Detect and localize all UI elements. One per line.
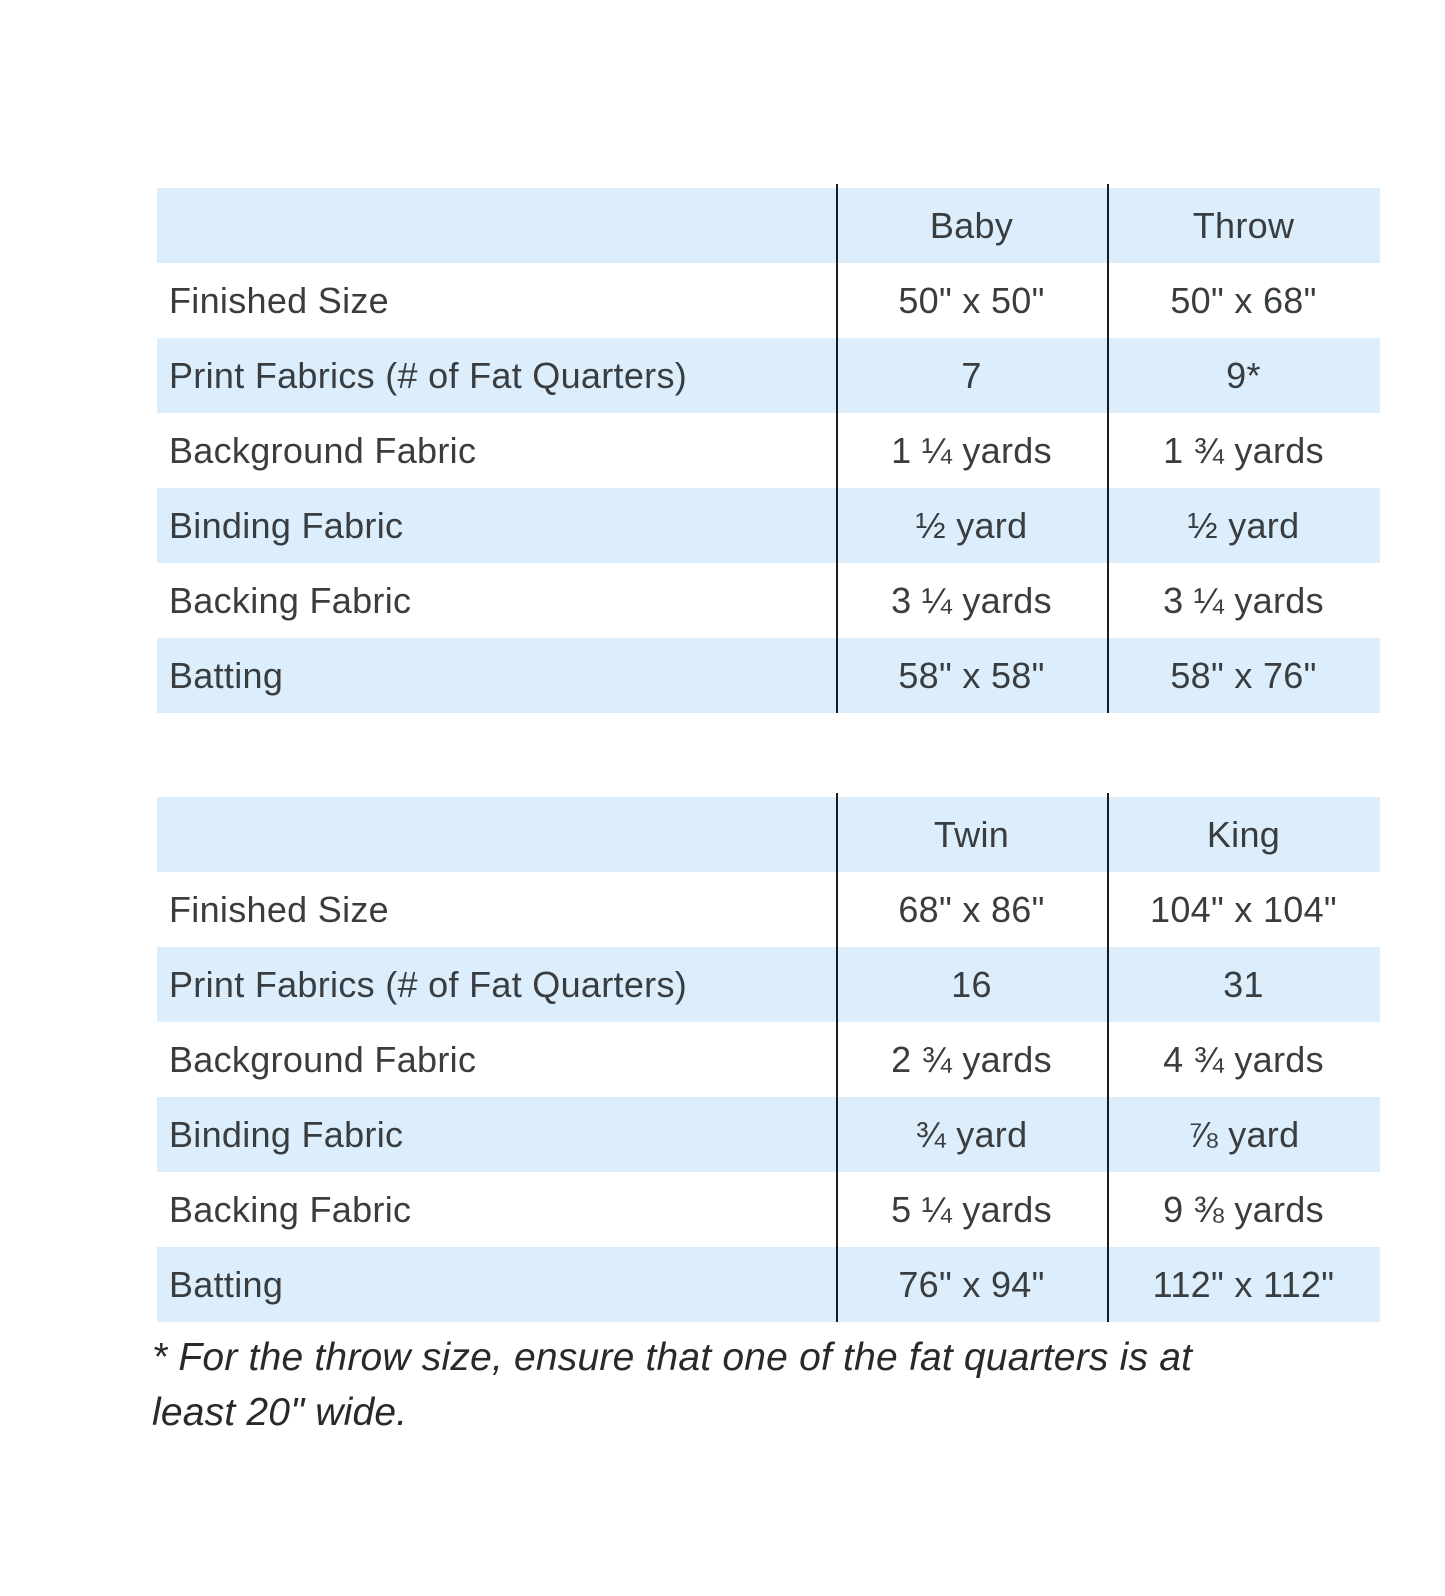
- table-row-batting: [157, 1247, 1380, 1322]
- table-row-finished-size: [157, 263, 1380, 338]
- cell-king-background-fabric: 4 ¾ yards: [1163, 1038, 1324, 1080]
- cell-baby-print-fabrics: 7: [961, 354, 982, 396]
- table-row-print-fabrics: [157, 338, 1380, 413]
- cell-king-finished-size: 104" x 104": [1150, 888, 1337, 930]
- cell-twin-batting: 76" x 94": [898, 1263, 1045, 1305]
- cell-throw-print-fabrics: 9*: [1226, 354, 1261, 396]
- cell-baby-finished-size: 50" x 50": [898, 279, 1045, 321]
- corner-cell: [157, 797, 836, 872]
- row-label: Print Fabrics (# of Fat Quarters): [169, 963, 688, 1005]
- corner-cell: [157, 188, 836, 263]
- footnote-line-1: * For the throw size, ensure that one of the fat quarters is at: [152, 1336, 1193, 1379]
- cell-twin-print-fabrics: 16: [951, 963, 992, 1005]
- table-row-backing-fabric: [157, 563, 1380, 638]
- row-label: Backing Fabric: [169, 1188, 412, 1230]
- row-label: Print Fabrics (# of Fat Quarters): [169, 354, 688, 396]
- cell-throw-batting: 58" x 76": [1170, 654, 1317, 696]
- fabric-requirements-table-twin-king: [157, 797, 1380, 1322]
- table-row-background-fabric: [157, 1022, 1380, 1097]
- table-row-binding-fabric: [157, 488, 1380, 563]
- cell-throw-background-fabric: 1 ¾ yards: [1163, 429, 1324, 471]
- row-label: Binding Fabric: [169, 1113, 404, 1155]
- row-label: Background Fabric: [169, 429, 477, 471]
- cell-throw-binding-fabric: ½ yard: [1187, 504, 1300, 546]
- cell-twin-finished-size: 68" x 86": [898, 888, 1045, 930]
- row-label: Binding Fabric: [169, 504, 404, 546]
- table-row-backing-fabric: [157, 1172, 1380, 1247]
- table-row-finished-size: [157, 872, 1380, 947]
- cell-baby-backing-fabric: 3 ¼ yards: [891, 579, 1052, 621]
- column-header-twin: Twin: [933, 813, 1010, 855]
- cell-twin-background-fabric: 2 ¾ yards: [891, 1038, 1052, 1080]
- table-header-row: [157, 188, 1380, 263]
- footnote-line-2: least 20" wide.: [152, 1391, 408, 1435]
- throw-size-footnote: [152, 1330, 1392, 1441]
- cell-king-binding-fabric: ⅞ yard: [1187, 1113, 1300, 1155]
- cell-twin-binding-fabric: ¾ yard: [915, 1113, 1028, 1155]
- table-header-row: [157, 797, 1380, 872]
- row-label: Finished Size: [169, 279, 390, 321]
- cell-king-print-fabrics: 31: [1223, 963, 1264, 1005]
- table-row-background-fabric: [157, 413, 1380, 488]
- column-header-baby: Baby: [929, 204, 1014, 246]
- row-label: Backing Fabric: [169, 579, 412, 621]
- table-row-batting: [157, 638, 1380, 713]
- cell-king-backing-fabric: 9 ⅜ yards: [1163, 1188, 1324, 1230]
- cell-throw-finished-size: 50" x 68": [1170, 279, 1317, 321]
- table-row-print-fabrics: [157, 947, 1380, 1022]
- row-label: Batting: [169, 654, 284, 696]
- cell-king-batting: 112" x 112": [1152, 1263, 1335, 1305]
- table-row-binding-fabric: [157, 1097, 1380, 1172]
- column-header-throw: Throw: [1192, 204, 1295, 246]
- cell-baby-batting: 58" x 58": [898, 654, 1045, 696]
- row-label: Finished Size: [169, 888, 390, 930]
- cell-twin-backing-fabric: 5 ¼ yards: [891, 1188, 1052, 1230]
- row-label: Background Fabric: [169, 1038, 477, 1080]
- cell-baby-background-fabric: 1 ¼ yards: [891, 429, 1052, 471]
- column-header-king: King: [1206, 813, 1281, 855]
- cell-throw-backing-fabric: 3 ¼ yards: [1163, 579, 1324, 621]
- row-label: Batting: [169, 1263, 284, 1305]
- fabric-requirements-table-baby-throw: [157, 188, 1380, 713]
- cell-baby-binding-fabric: ½ yard: [915, 504, 1028, 546]
